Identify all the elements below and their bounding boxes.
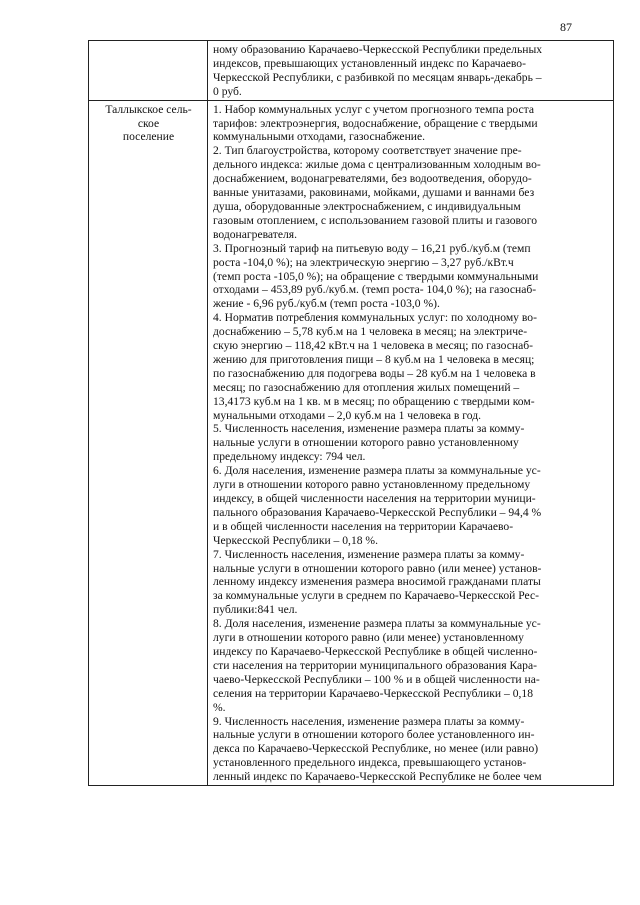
text-line: селения на территории Карачаево-Черкесской Республики – 0,18 — [213, 686, 533, 700]
table-row — [89, 100, 614, 785]
text-line: поселение — [122, 130, 175, 144]
text-line: ленный индекс по Карачаево-Черкесской Республике не более чем — [213, 770, 542, 784]
text-line: %. — [213, 700, 226, 714]
text-line: газовым отоплением, с использованием газовой плиты и газового — [213, 213, 537, 227]
text-line: луги в отношении которого равно (или менее) установленному — [213, 631, 524, 645]
text-line: доснабжению – 5,78 куб.м на 1 человека в месяц; на электриче- — [213, 325, 528, 339]
table-cell-municipality — [89, 100, 208, 785]
text-line: роста -104,0 %); на электрическую энергию – 3,27 руб./кВт.ч — [213, 255, 514, 269]
text-line: нальные услуги в отношении которого равно установленному — [213, 436, 519, 450]
text-line: 3. Прогнозный тариф на питьевую воду – 16,21 руб./куб.м (темп — [213, 241, 531, 255]
text-line: 2. Тип благоустройства, которому соответствует значение пре- — [213, 144, 522, 158]
text-line: пального образования Карачаево-Черкесской Республики – 94,4 % — [213, 505, 542, 519]
text-line: чаево-Черкесской Республики – 100 % и в общей численности на- — [213, 672, 540, 686]
text-line: декса по Карачаево-Черкесской Республике, но менее (или равно) — [213, 742, 539, 756]
text-line: и в общей численности населения на территории Карачаево- — [213, 519, 514, 533]
text-line: индексу по Карачаево-Черкесской Республике в общей численно- — [213, 644, 538, 658]
text-line: дельного индекса: жилые дома с централизованным холодным во- — [213, 158, 541, 172]
text-line: сти населения на территории муниципального образования Кара- — [213, 658, 537, 672]
text-line: отходами – 453,89 руб./куб.м. (темп роста- 104,0 %); на газоснаб- — [213, 283, 537, 297]
text-line: ному образованию Карачаево-Черкесской Республики предельных — [213, 43, 543, 56]
text-line: за коммунальные услуги в среднем по Карачаево-Черкесской Рес- — [213, 589, 539, 603]
page-number: 87 — [560, 20, 572, 34]
text-line: луги в отношении которого равно установленному предельному — [213, 478, 531, 492]
text-line: жению для приготовления пищи – 8 куб.м на 1 человека в месяц; — [213, 352, 535, 366]
text-line: предельному индексу: 794 чел. — [213, 450, 366, 464]
text-line: 6. Доля населения, изменение размера платы за коммунальные ус- — [213, 464, 541, 478]
text-line: по газоснабжению для подогрева воды – 28 куб.м на 1 человека в — [213, 366, 536, 380]
text-line: установленного предельного индекса, превышающего установ- — [213, 756, 527, 770]
text-line: 1. Набор коммунальных услуг с учетом прогнозного темпа роста — [213, 102, 535, 116]
text-line: 7. Численность населения, изменение размера платы за комму- — [213, 547, 525, 561]
text-line: индексу, в общей численности населения на территории муници- — [213, 492, 536, 505]
text-line: скую энергию – 118,42 кВт.ч на 1 человека в месяц; по газоснаб- — [213, 339, 534, 353]
table-cell-municipality — [89, 41, 208, 101]
table-cell-description — [208, 100, 614, 785]
table-cell-description — [208, 41, 614, 101]
text-line: 13,4173 куб.м на 1 кв. м в месяц; по обращению с твердыми ком- — [213, 394, 535, 408]
text-line: Таллыкское сель- — [105, 102, 192, 116]
text-line: месяц; по газоснабжению для отопления жилых помещений – — [213, 380, 520, 394]
text-line: индексов, превышающих установленный индекс по Карачаево- — [213, 56, 526, 70]
text-line: ванные унитазами, раковинами, мойками, душами и ваннами без — [213, 186, 535, 200]
document-table — [88, 40, 614, 786]
text-line: 4. Норматив потребления коммунальных услуг: по холодному во- — [213, 311, 537, 325]
text-line: Черкесской Республики, с разбивкой по месяцам январь-декабрь – — [213, 70, 542, 84]
table-row — [89, 41, 614, 101]
text-line: публики:841 чел. — [213, 603, 298, 617]
text-line: нальные услуги в отношении которого более установленного ин- — [213, 728, 535, 742]
text-line: нальные услуги в отношении которого равно (или менее) установ- — [213, 561, 542, 575]
text-line: водонагревателя. — [213, 227, 297, 241]
text-line: 8. Доля населения, изменение размера платы за коммунальные ус- — [213, 617, 541, 631]
text-line: (темп роста -105,0 %); на обращение с твердыми коммунальными — [213, 269, 539, 283]
text-line: доснабжением, водонагревателями, без водоотведения, оборудо- — [213, 172, 532, 186]
text-line: 9. Численность населения, изменение размера платы за комму- — [213, 714, 525, 728]
text-line: Черкесской Республики – 0,18 %. — [213, 533, 378, 547]
text-line: тарифов: электроэнергия, водоснабжение, обращение с твердыми — [213, 116, 538, 130]
text-line: ское — [137, 116, 160, 130]
text-line: мунальными отходами – 2,0 куб.м на 1 человека в год. — [213, 408, 481, 422]
text-line: ленному индексу изменения размера вносимой гражданами платы — [213, 575, 541, 589]
text-line: жение - 6,96 руб./куб.м (темп роста -103,0 %). — [213, 297, 440, 311]
text-line: 5. Численность населения, изменение размера платы за комму- — [213, 422, 525, 436]
text-line: душа, оборудованные электроснабжением, с индивидуальным — [213, 199, 521, 213]
text-line: коммунальными отходами, газоснабжение. — [213, 130, 426, 144]
text-line: 0 руб. — [213, 84, 242, 98]
